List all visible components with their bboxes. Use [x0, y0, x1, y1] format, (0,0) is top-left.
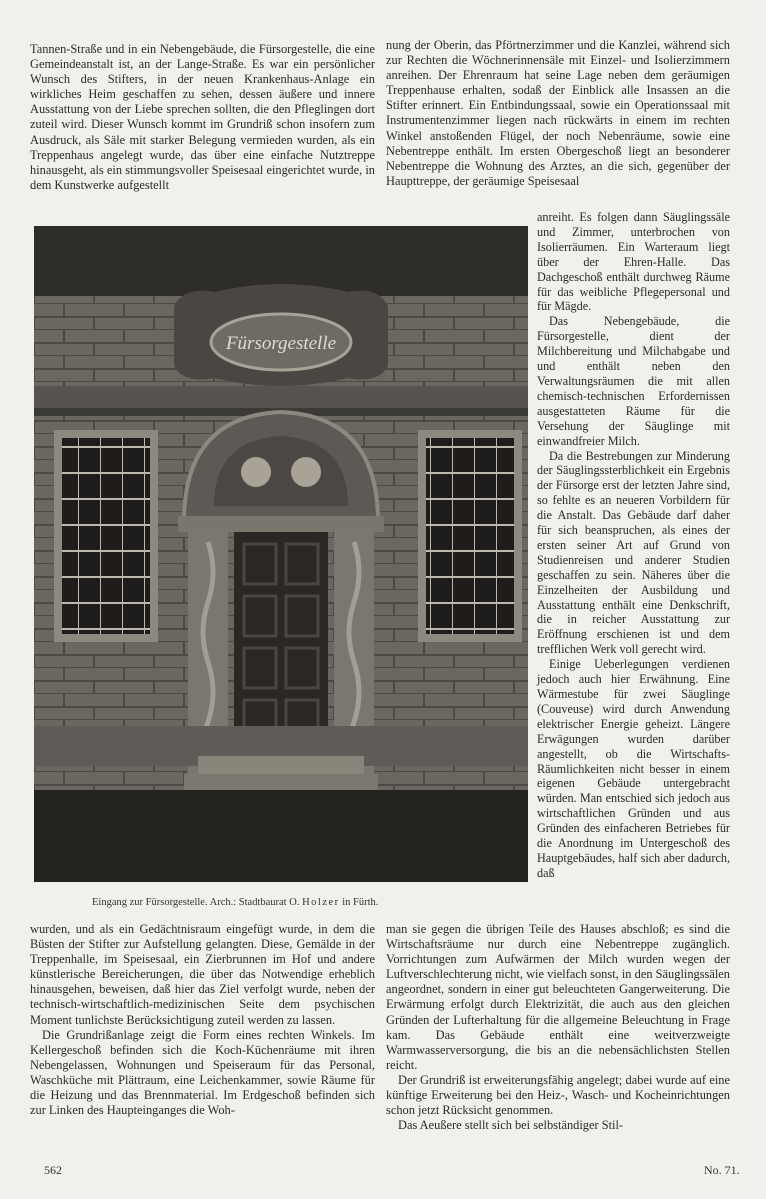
pavement	[34, 790, 528, 882]
paragraph: anreiht. Es folgen dann Säuglingssäle und Zimmer, unterbrochen von Isolierräumen. Ein Warteraum liegt über der Ehren-Halle. Das Dachgeschoß enthält durchweg Räume für das weibliche Pflegepersonal und für Mägde.	[537, 210, 730, 314]
architect-name: Holzer	[302, 897, 340, 908]
paragraph: Einige Ueberlegungen verdienen jedoch auch hier Erwähnung. Eine Wärmestube für zwei Säuglinge (Couveuse) wird durch Anwendung elektrischer Energie geheizt. Längere Erwägungen wurden darüber angestellt, ob die Wirtschafts-Räumlichkeiten nicht besser in einem eigenen Gebäude untergebracht würden. Man entschied sich jedoch aus wirtschaftlichen Gründen und aus Gründen des einfacheren Betriebes für die Anordnung im Untergeschoß des Hauptgebäudes, half sich aber dadurch, daß	[537, 657, 730, 880]
sign-text: Fürsorgestelle	[225, 333, 337, 354]
text-column-bottom-right	[386, 922, 730, 1133]
paragraph: Das Aeußere stellt sich bei selbständiger Stil-	[398, 1118, 624, 1133]
paragraph: wurden, und als ein Gedächtnisraum eingefügt wurde, in dem die Büsten der Stifter zur Aufstellung gelangten. Diese, Gemälde in der Treppenhalle, im Speisesaal, ein Zierbrunnen im Hof und andere künstlerische Bereicherungen, die über das Notwendige erheblich hinausgehen, beweisen, daß hier das Ziel verfolgt wurde, neben der technisch-wirtschaftlich-medizinischen Seite dem psychischen Moment tunlichste Berücksichtigung zuteil werden zu lassen.	[30, 922, 375, 1027]
cornice	[34, 386, 528, 408]
text-column-side	[537, 210, 730, 881]
paragraph: Das Nebengebäude, die Fürsorgestelle, dient der Milchbereitung und Milchabgabe und und enthält neben den Verwaltungsräumen die mit allen chemisch-technischen Erfordernissen ausgestatteten Räume für die Versehung der Säuglinge mit einwandfreier Milch.	[537, 314, 730, 448]
cherub-left	[241, 457, 271, 487]
paragraph: nung der Oberin, das Pförtnerzimmer und die Kanzlei, während sich zur Rechten die Wöchnerinnensäle mit Einzel- und Isolierzimmern anreihen. Der Ehrenraum hat seine Lage neben dem geräumigen Treppenhause erhalten, sodaß der Einblick alle Insassen an die Stifter erinnert. Ein Entbindungssaal, sowie ein Operationssaal mit Instrumentenzimmer liegen nach rückwärts in einem im rechten Winkel anstoßenden Flügel, der noch Nebenräume, sowie eine Nebentreppe enthält. Im ersten Obergeschoß liegt an besonderer Nebentreppe die Wohnung des Arztes, an die sich, gegenüber der Haupttreppe, der geräumige Speisesaal	[386, 38, 730, 188]
paragraph: Die Grundrißanlage zeigt die Form eines rechten Winkels. Im Kellergeschoß befinden sich die Koch-Küchenräume mit ihren Nebengelassen, Wohnungen und Speiseraum für das Personal, Waschküche mit Plättraum, eine Leichenkammer, sowie Räume für die Heizung und das Brennmaterial. Im Erdgeschoß befinden sich zur Linken des Haupteinganges die Woh-	[30, 1027, 375, 1118]
paragraph: Der Grundriß ist erweiterungsfähig angelegt; dabei wurde auf eine künftige Erweiterung bei den Heiz-, Wasch- und Kocheinrichtungen schon jetzt Rücksicht genommen.	[386, 1072, 730, 1118]
entrance-step	[198, 756, 364, 774]
issue-number: No. 71.	[704, 1163, 740, 1177]
text-column-top-left	[30, 42, 375, 193]
figure-caption	[92, 897, 512, 909]
entrance-illustration	[34, 226, 528, 882]
entrance-door	[234, 532, 328, 754]
page-number: 562	[44, 1163, 62, 1177]
paragraph: Tannen-Straße und in ein Nebengebäude, die Fürsorgestelle, die eine Gemeindeanstalt ist, an der Lange-Straße. Es war ein persönlicher Wunsch des Stifters, in der neuen Krankenhaus-Anlage ein wirkliches Heim geschaffen zu sehen, dessen äußere und innere Ausstattung von der Liebe sprechen sollten, die den Pfleglingen dort zuteil wird. Dieser Wunsch kommt im Grundriß schon insofern zum Ausdruck, als Säle mit starker Belegung vermieden wurden, als ein Treppenhaus angelegt wurde, das über eine einfache Nutztreppe hinausgeht, als ein stimmungsvoller Speisesaal eingerichtet wurde, in dem Kunstwerke aufgestellt	[30, 42, 375, 192]
paragraph: Da die Bestrebungen zur Minderung der Säuglingssterblichkeit ein Ergebnis der Fürsorge erst der letzten Jahre sind, so fehlte es an neueren Vorbildern für die Anstalt. Das Gebäude darf daher für sich beanspruchen, als eines der ersten seiner Art auf Grund von Studienreisen und anderer Studien geschaffen zu sein. Näheres über die Einzelheiten der Ausbildung und Ausstattung enthält eine Denkschrift, die in reicher Ausstattung zur Eröffnung erschienen ist und dem trefflichen Werk voll gerecht wird.	[537, 448, 730, 657]
cherub-right	[291, 457, 321, 487]
caption-suffix: in Fürth.	[342, 897, 379, 908]
entrance-photograph	[34, 226, 528, 882]
paragraph: man sie gegen die übrigen Teile des Hauses abschloß; es sind die Wirtschaftsräume nur durch eine Nebentreppe zugänglich. Vorrichtungen zum Aufwärmen der Milch wurden wegen der Luftverschlechterung nicht, wie vielfach sonst, in den Säuglingssälen angeordnet, sondern in einer gut beleuchteten Gangerweiterung. Die Erwärmung erfolgt durch Elektrizität, die auch aus den gleichen Gründen der Lufterhaltung für die allgemeine Beleuchtung in Frage kam. Das Gebäude enthält eine weitverzweigte Warmwasserversorgung, die bis an die nebensächlichsten Stellen reicht.	[386, 922, 730, 1072]
caption-prefix: Eingang zur Fürsorgestelle. Arch.: Stadtbaurat O.	[92, 897, 300, 908]
text-column-bottom-left	[30, 922, 375, 1118]
window-right	[426, 438, 514, 634]
window-left	[62, 438, 150, 634]
text-column-top-right	[386, 38, 730, 189]
